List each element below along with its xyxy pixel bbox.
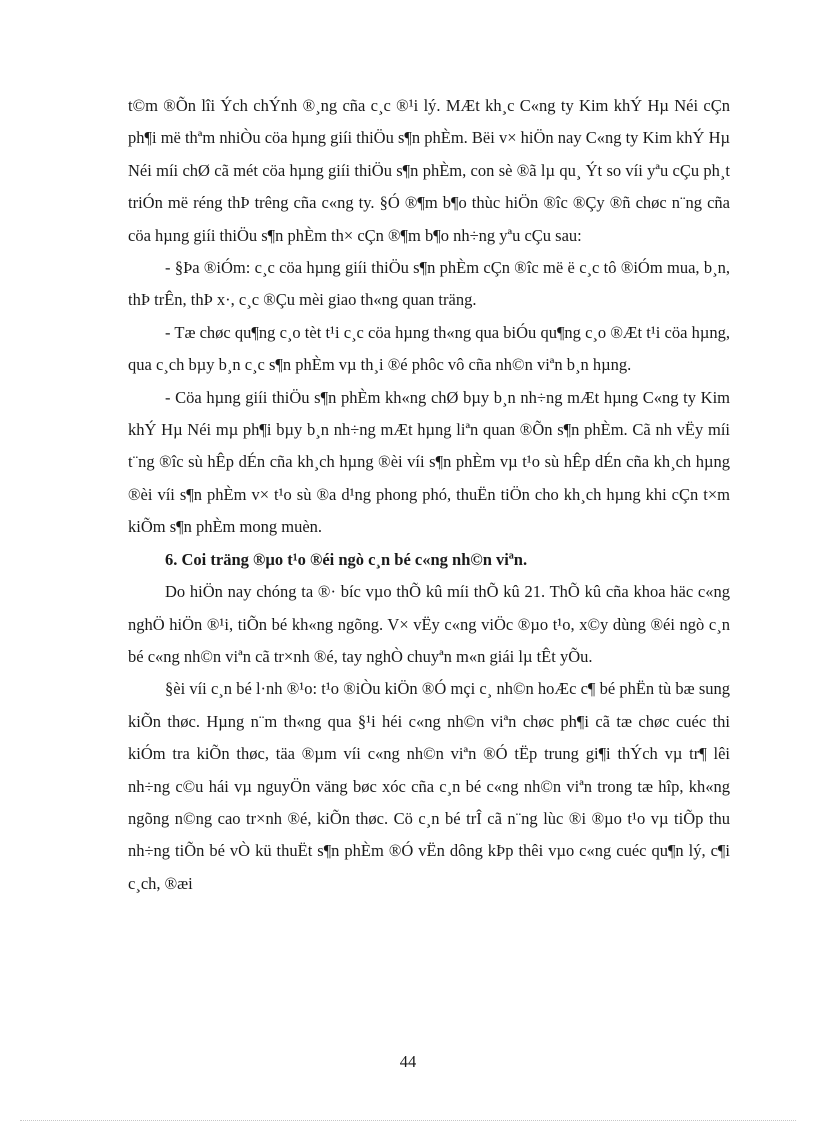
paragraph-intro-continuation: t©m ®Õn lîi Ých chÝnh ®¸ng cña c¸c ®¹i lý. MÆt kh¸c C«ng ty Kim khÝ Hµ Néi cÇn ph¶i më thªm nhiÒu cöa hµng giíi thiÖu s¶n phÈm. Bëi v× hiÖn nay C«ng ty Kim khÝ Hµ Néi míi chØ cã mét cöa hµng giíi thiÖu s¶n phÈm, con sè ®ã lµ qu¸ Ýt so víi yªu cÇu ph¸t triÓn më réng thÞ trêng cña c«ng ty. §Ó ®¶m b¶o thùc hiÖn ®îc ®Çy ®ñ chøc n¨ng cña cöa hµng giíi thiÖu s¶n phÈm th× cÇn ®¶m b¶o nh÷ng yªu cÇu sau: [128, 96, 730, 245]
paragraph-century: Do hiÖn nay chóng ta ®· bíc vµo thÕ kû míi thÕ kû 21. ThÕ kû cña khoa häc c«ng nghÖ hiÖn ®¹i, tiÕn bé kh«ng ngõng. V× vËy c«ng viÖc ®µo t¹o, x©y dùng ®éi ngò c¸n bé c«ng nh©n viªn cã tr×nh ®é, tay nghÒ chuyªn m«n giái lµ tÊt yÕu. [128, 582, 730, 666]
page-bottom-divider [20, 1120, 796, 1121]
paragraph-location: - §Þa ®iÓm: c¸c cöa hµng giíi thiÖu s¶n phÈm cÇn ®îc më ë c¸c tô ®iÓm mua, b¸n, thÞ trÊn, thÞ x·, c¸c ®Çu mèi giao th«ng quan träng. [128, 258, 730, 310]
paragraph-product-display: - Cöa hµng giíi thiÖu s¶n phÈm kh«ng chØ bµy b¸n nh÷ng mÆt hµng C«ng ty Kim khÝ Hµ Néi mµ ph¶i bµy b¸n nh÷ng mÆt hµng liªn quan ®Õn s¶n phÈm. Cã nh vËy míi t¨ng ®îc sù hÊp dÉn cña kh¸ch hµng ®èi víi s¶n phÈm vµ t¹o sù hÊp dÉn cña kh¸ch hµng ®èi víi s¶n phÈm v× t¹o sù ®a d¹ng phong phó, thuËn tiÖn cho kh¸ch hµng khi cÇn t×m kiÕm s¶n phÈm mong muèn. [128, 387, 730, 537]
paragraph-advertising: - Tæ chøc qu¶ng c¸o tèt t¹i c¸c cöa hµng th«ng qua biÓu qu¶ng c¸o ®Æt t¹i cöa hµng, qua c¸ch bµy b¸n c¸c s¶n phÈm vµ th¸i ®é phôc vô cña nh©n viªn b¸n hµng. [128, 322, 730, 375]
paragraph-leadership: §èi víi c¸n bé l·nh ®¹o: t¹o ®iÒu kiÖn ®Ó mçi c¸ nh©n hoÆc c¶ bé phËn tù bæ sung kiÕn thøc. Hµng n¨m th«ng qua §¹i héi c«ng nh©n viªn chøc ph¶i cã tæ chøc cuéc thi kiÓm tra kiÕn thøc, täa ®µm víi c«ng nh©n viªn ®Ó tËp trung gi¶i thÝch vµ tr¶ lêi nh÷ng c©u hái vµ nguyÖn väng bøc xóc cña c¸n bé c«ng nh©n viªn trong tæ hîp, kh«ng ngõng n©ng cao tr×nh ®é, kiÕn thøc. Cö c¸n bé trÎ cã n¨ng lùc ®i ®µo t¹o vµ tiÕp thu nh÷ng tiÕn bé vÒ kü thuËt s¶n phÈm ®Ó vËn dông kÞp thêi vµo c«ng cuéc qu¶n lý, c¶i c¸ch, ®æi [128, 679, 730, 893]
section-heading-training: 6. Coi träng ®µo t¹o ®éi ngò c¸n bé c«ng nh©n viªn. [165, 549, 528, 569]
page-number: 44 [399, 1052, 417, 1071]
page-content [128, 90, 730, 900]
